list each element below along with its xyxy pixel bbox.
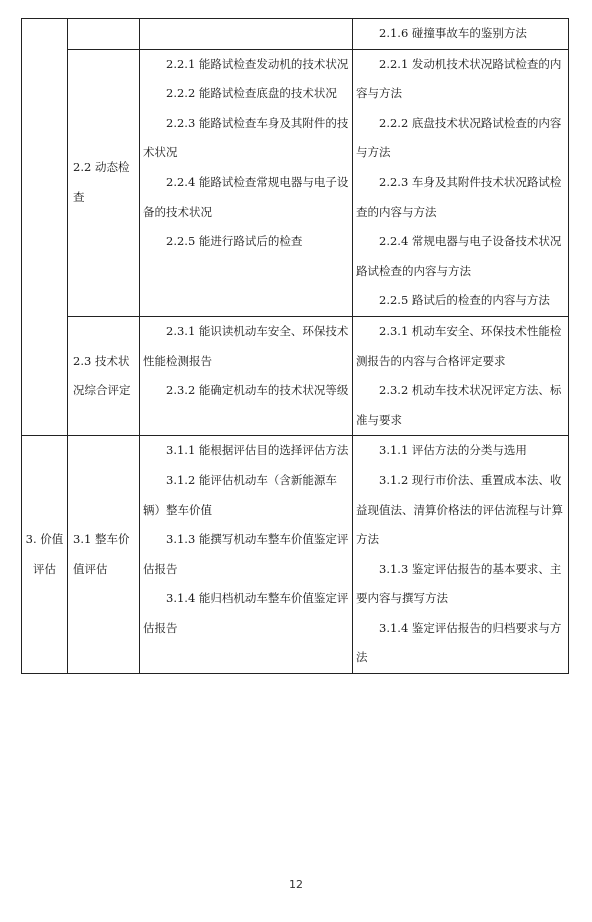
table-row <box>22 436 569 674</box>
table-row <box>22 49 569 316</box>
knowledge-item: 2.2.2 底盘技术状况路试检查的内容与方法 <box>356 115 562 160</box>
knowledge-item: 2.2.4 常规电器与电子设备技术状况路试检查的内容与方法 <box>356 234 562 278</box>
knowledge-requirements-cell <box>353 49 569 316</box>
occupational-function-3 <box>22 436 68 674</box>
skill-requirements-cell <box>140 49 353 316</box>
skill-item: 3.1.1 能根据评估目的选择评估方法 <box>166 443 349 458</box>
table-row <box>22 316 569 435</box>
work-content-2-2 <box>68 49 140 316</box>
skill-item: 2.3.2 能确定机动车的技术状况等级 <box>166 383 349 398</box>
occupational-function-label: 3. 价值评估 <box>25 532 64 576</box>
knowledge-item: 2.3.2 机动车技术状况评定方法、标准与要求 <box>356 383 562 427</box>
skill-item: 2.2.1 能路试检查发动机的技术状况 <box>166 56 349 71</box>
work-content-label: 3.1 整车价值评估 <box>73 532 130 576</box>
work-content-2-3 <box>68 316 140 435</box>
skill-item: 3.1.2 能评估机动车（含新能源车辆）整车价值 <box>143 472 337 517</box>
page-number: 12 <box>289 878 303 891</box>
work-content-3-1 <box>68 436 140 674</box>
knowledge-item: 2.2.1 发动机技术状况路试检查的内容与方法 <box>356 56 562 101</box>
skill-requirements-cell <box>140 436 353 674</box>
knowledge-item: 3.1.4 鉴定评估报告的归档要求与方法 <box>356 620 562 665</box>
content-cell <box>68 19 140 50</box>
skill-item: 3.1.4 能归档机动车整车价值鉴定评估报告 <box>143 591 349 635</box>
knowledge-item: 3.1.1 评估方法的分类与选用 <box>379 443 527 458</box>
knowledge-item: 2.1.6 碰撞事故车的鉴别方法 <box>379 26 527 40</box>
knowledge-item: 3.1.2 现行市价法、重置成本法、收益现值法、清算价格法的评估流程与计算方法 <box>356 472 563 547</box>
knowledge-item: 3.1.3 鉴定评估报告的基本要求、主要内容与撰写方法 <box>356 561 562 606</box>
skill-requirements-cell <box>140 316 353 435</box>
knowledge-cell <box>353 19 569 50</box>
work-content-label: 2.3 技术状况综合评定 <box>73 353 131 398</box>
skill-item: 2.2.4 能路试检查常规电器与电子设备的技术状况 <box>143 174 349 219</box>
section-2-continuation-cell <box>22 19 68 436</box>
skill-item: 2.2.3 能路试检查车身及其附件的技术状况 <box>143 115 349 160</box>
work-content-label: 2.2 动态检查 <box>73 160 130 204</box>
table-row <box>22 19 569 50</box>
knowledge-requirements-cell <box>353 436 569 674</box>
skill-item: 3.1.3 能撰写机动车整车价值鉴定评估报告 <box>143 532 349 576</box>
knowledge-item: 2.3.1 机动车安全、环保技术性能检测报告的内容与合格评定要求 <box>356 323 562 368</box>
skill-item: 2.3.1 能识读机动车安全、环保技术性能检测报告 <box>143 323 349 368</box>
skill-item: 2.2.5 能进行路试后的检查 <box>166 234 303 249</box>
skill-item: 2.2.2 能路试检查底盘的技术状况 <box>166 86 337 101</box>
skills-requirements-table <box>21 18 569 674</box>
knowledge-requirements-cell <box>353 316 569 435</box>
skill-cell <box>140 19 353 50</box>
knowledge-item: 2.2.5 路试后的检查的内容与方法 <box>379 293 550 308</box>
knowledge-item: 2.2.3 车身及其附件技术状况路试检查的内容与方法 <box>356 174 562 219</box>
